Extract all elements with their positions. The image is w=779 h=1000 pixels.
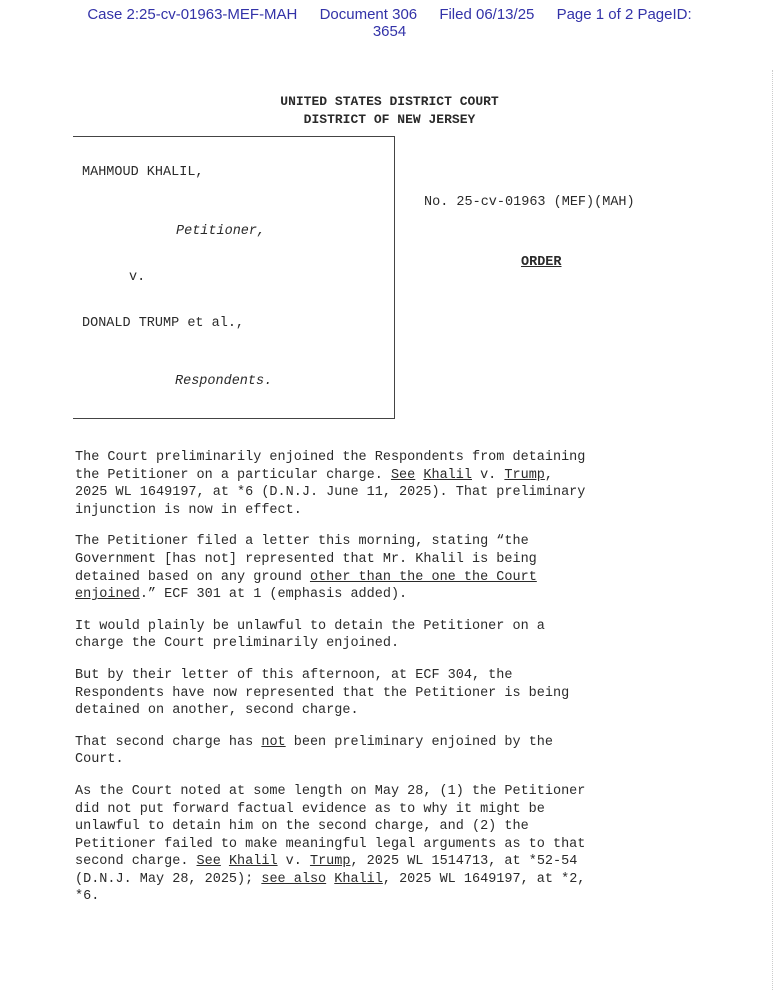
paragraph-5 [75,734,695,769]
emphasis: not [261,734,286,750]
paragraph-6 [75,783,695,906]
citation-signal: See [196,854,221,870]
respondent-role: Respondents. [175,374,273,389]
text-run: That second charge has [75,734,262,750]
text-run: , 2025 WL 1649197, at *6 (D.N.J. June 11, 2025). That preliminary injunction is now in effect. [75,467,586,518]
case-name: Trump [504,467,545,483]
text-run: .” ECF 301 at 1 (emphasis added). [139,587,408,603]
scan-edge [771,70,773,990]
citation-signal: See [390,467,416,483]
stamp-page: Page 1 of 2 PageID: [556,6,692,23]
paragraph-3: It would plainly be unlawful to detain the Petitioner on a charge the Court preliminarily enjoined. [75,618,545,652]
text-run: v. [471,467,505,483]
petitioner-name: MAHMOUD KHALIL, [82,165,204,180]
text-run: The Court preliminarily enjoined the Respondents from detaining the Petitioner on a particular charge. [75,450,586,483]
order-body [75,449,695,920]
petitioner-role: Petitioner, [176,224,266,239]
text-run: As the Court noted at some length on May 28, (1) the Petitioner did not put forward factual evidence as to why it might be unlawful to detain him on the second charge, and (2) the Petitioner failed to make meaningful legal arguments as to that second charge. [75,783,586,870]
court-heading [0,93,779,129]
text-run: The Petitioner filed a letter this morning, stating “the Government [has not] represented that Mr. Khalil is being detained based on any ground [75,534,537,585]
paragraph-2 [75,533,695,603]
case-name: Khalil [334,871,383,887]
ecf-header-stamp [0,6,779,40]
stamp-case: Case 2:25-cv-01963-MEF-MAH [87,6,298,23]
text-run: , 2025 WL 1514713, at *52-54 (D.N.J. May 28, 2025); [75,854,578,887]
text-run: been preliminary enjoined by the Court. [75,734,553,768]
emphasis: enjoined [75,587,140,603]
text-run [221,854,229,869]
case-name: Trump [309,854,351,870]
paragraph-4: But by their letter of this afternoon, at ECF 304, the Respondents have now represented that the Petitioner is being detained on another, second charge. [75,667,570,719]
court-name: UNITED STATES DISTRICT COURT [280,94,499,109]
stamp-document: Document 306 [319,6,418,23]
emphasis: other than the one the Court [309,569,537,585]
stamp-pageid: 3654 [372,23,407,40]
text-run: , 2025 WL 1649197, at *2, *6. [75,871,586,905]
case-name: Khalil [228,854,278,870]
court-district: DISTRICT OF NEW JERSEY [303,112,476,127]
versus: v. [129,270,146,285]
paragraph-1 [75,449,695,519]
citation-signal: see also [261,871,327,887]
case-number: No. 25-cv-01963 (MEF)(MAH) [424,195,635,210]
document-title: ORDER [521,255,562,270]
stamp-filed: Filed 06/13/25 [439,6,535,23]
case-name: Khalil [423,467,472,483]
text-run: v. [277,854,310,870]
respondent-name: DONALD TRUMP et al., [82,316,245,331]
